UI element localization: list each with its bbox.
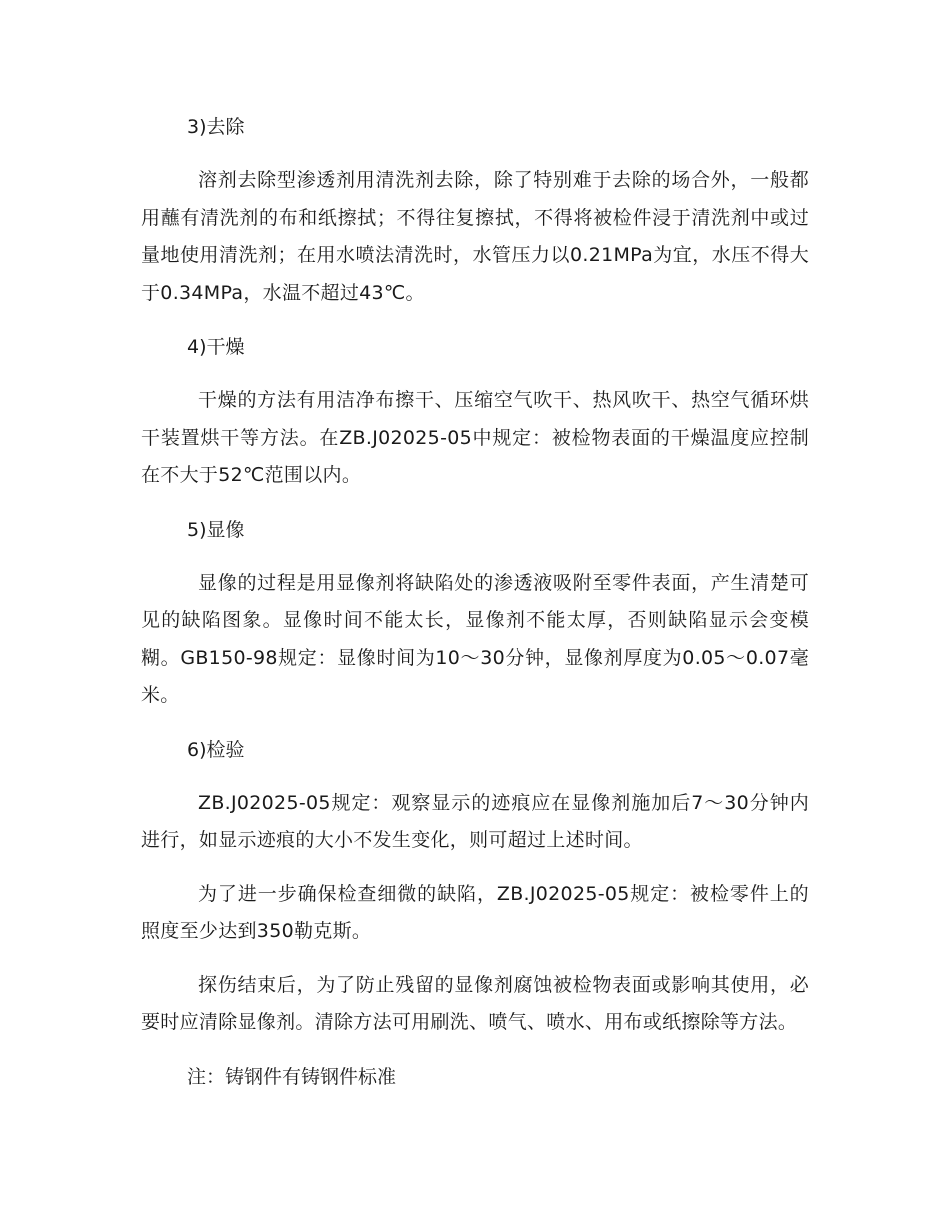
section-heading-drying: 4)干燥 xyxy=(187,336,245,358)
paragraph-drying: 干燥的方法有用洁净布擦干、压缩空气吹干、热风吹干、热空气循环烘干装置烘干等方法。在ZB.J02025-05中规定：被检物表面的干燥温度应控制在不大于52℃范围以内。 xyxy=(141,389,809,486)
section-heading-inspection: 6)检验 xyxy=(187,738,245,761)
paragraph-post-cleaning: 探伤结束后，为了防止残留的显像剂腐蚀被检物表面或影响其使用，必要时应清除显像剂。清除方法可用刷洗、喷气、喷水、用布或纸擦除等方法。 xyxy=(141,973,809,1033)
section-heading-developing: 5)显像 xyxy=(187,518,245,541)
paragraph-inspection-timing: ZB.J02025-05规定：观察显示的迹痕应在显像剂施加后7～30分钟内进行，如显示迹痕的大小不发生变化，则可超过上述时间。 xyxy=(141,791,809,851)
document-body xyxy=(141,108,809,1096)
section-heading-removal: 3)去除 xyxy=(187,116,245,138)
paragraph-developing: 显像的过程是用显像剂将缺陷处的渗透液吸附至零件表面，产生清楚可见的缺陷图象。显像时间不能太长，显像剂不能太厚，否则缺陷显示会变模糊。GB150-98规定：显像时间为10～30分钟，显像剂厚度为0.05～0.07毫米。 xyxy=(141,571,809,706)
paragraph-inspection-illuminance: 为了进一步确保检查细微的缺陷，ZB.J02025-05规定：被检零件上的照度至少达到350勒克斯。 xyxy=(141,882,809,942)
paragraph-removal: 溶剂去除型渗透剂用清洗剂去除，除了特别难于去除的场合外，一般都用蘸有清洗剂的布和纸擦拭；不得往复擦拭，不得将被检件浸于清洗剂中或过量地使用清洗剂；在用水喷法清洗时，水管压力以0.21MPa为宜，水压不得大于0.34MPa，水温不超过43℃。 xyxy=(141,169,809,304)
note-cast-steel: 注：铸钢件有铸钢件标准 xyxy=(187,1065,397,1088)
